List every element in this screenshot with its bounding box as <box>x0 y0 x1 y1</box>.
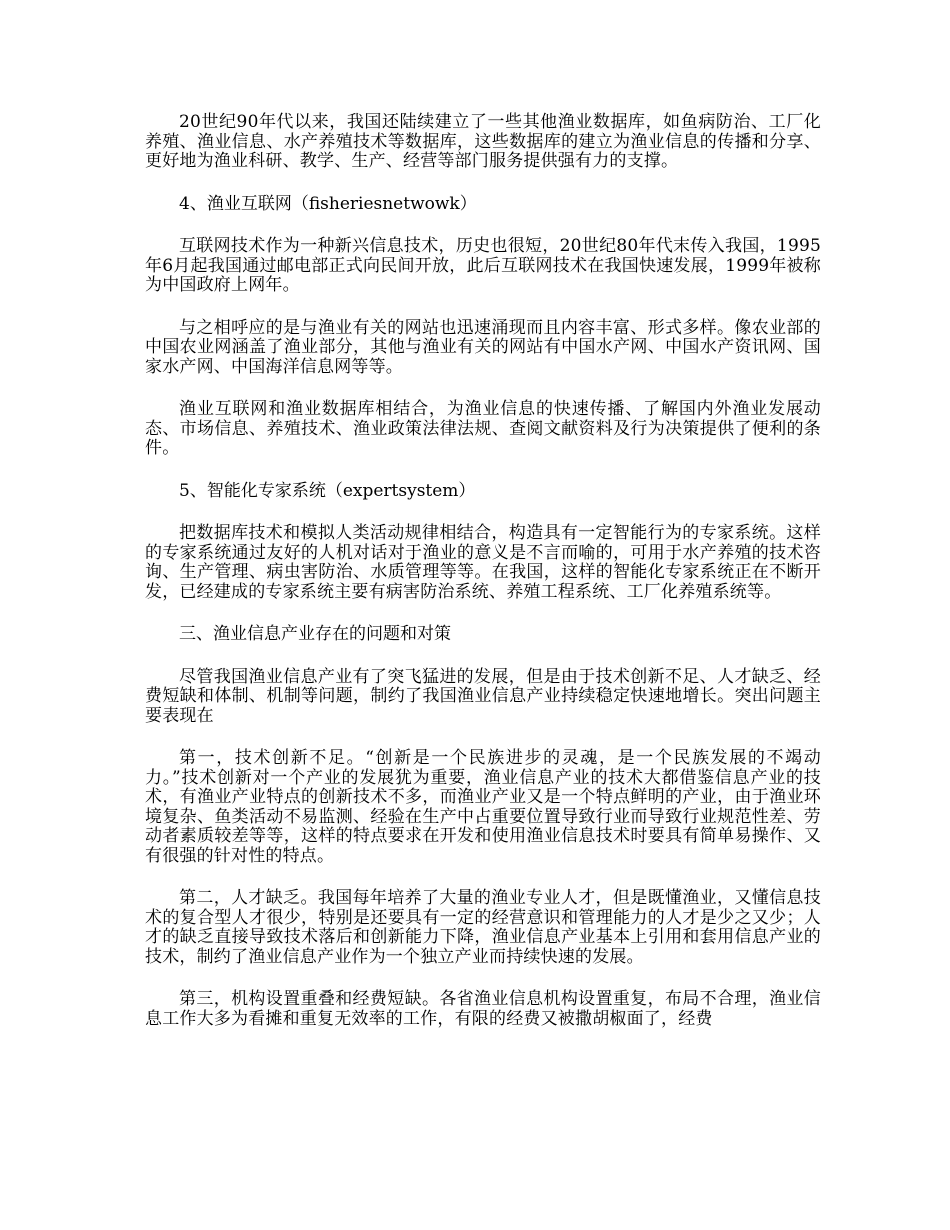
paragraph-internet-history: 互联网技术作为一种新兴信息技术，历史也很短，20世纪80年代末传入我国，1995年6月起我国通过邮电部正式向民间开放，此后互联网技术在我国快速发展，1999年被称为中国政府上网年。 <box>145 236 821 295</box>
paragraph-databases: 20世纪90年代以来，我国还陆续建立了一些其他渔业数据库，如鱼病防治、工厂化养殖、渔业信息、水产养殖技术等数据库，这些数据库的建立为渔业信息的传播和分享、更好地为渔业科研、教学、生产、经营等部门服务提供强有力的支撑。 <box>145 112 821 171</box>
heading-fisheries-internet: 4、渔业互联网（fisheriesnetwowk） <box>179 193 477 214</box>
paragraph-fishery-websites: 与之相呼应的是与渔业有关的网站也迅速涌现而且内容丰富、形式多样。像农业部的中国农业网涵盖了渔业部分，其他与渔业有关的网站有中国水产网、中国水产资讯网、国家水产网、中国海洋信息网等等。 <box>145 317 821 377</box>
paragraph-problem-institutions: 第三，机构设置重叠和经费短缺。各省渔业信息机构设置重复，布局不合理，渔业信息工作大多为看摊和重复无效率的工作，有限的经费又被撒胡椒面了，经费 <box>145 989 821 1029</box>
paragraph-problem-talent: 第二，人才缺乏。我国每年培养了大量的渔业专业人才，但是既懂渔业，又懂信息技术的复合型人才很少，特别是还要具有一定的经营意识和管理能力的人才是少之又少；人才的缺乏直接导致技术落后和创新能力下降，渔业信息产业基本上引用和套用信息产业的技术，制约了渔业信息产业作为一个独立产业而持续快速的发展。 <box>145 888 821 967</box>
paragraph-internet-database-combination: 渔业互联网和渔业数据库相结合，为渔业信息的快速传播、了解国内外渔业发展动态、市场信息、养殖技术、渔业政策法律法规、查阅文献资料及行为决策提供了便利的条件。 <box>145 399 821 458</box>
document-body <box>145 113 821 1052</box>
heading-expert-system: 5、智能化专家系统（expertsystem） <box>179 480 476 501</box>
paragraph-problem-innovation: 第一，技术创新不足。“创新是一个民族进步的灵魂，是一个民族发展的不竭动力。”技术创新对一个产业的发展犹为重要，渔业信息产业的技术大都借鉴信息产业的技术，有渔业产业特点的创新技术不多，而渔业产业又是一个特点鲜明的产业，由于渔业环境复杂、鱼类活动不易监测、经验在生产中占重要位置导致行业而导致行业规范性差、劳动者素质较差等等，这样的特点要求在开发和使用渔业信息技术时要具有简单易操作、又有很强的针对性的特点。 <box>145 748 821 866</box>
paragraph-problems-intro: 尽管我国渔业信息产业有了突飞猛进的发展，但是由于技术创新不足、人才缺乏、经费短缺和体制、机制等问题，制约了我国渔业信息产业持续稳定快速地增长。突出问题主要表现在 <box>145 666 821 726</box>
heading-problems-and-countermeasures: 三、渔业信息产业存在的问题和对策 <box>179 624 451 644</box>
paragraph-expert-system: 把数据库技术和模拟人类活动规律相结合，构造具有一定智能行为的专家系统。这样的专家系统通过友好的人机对话对于渔业的意义是不言而喻的，可用于水产养殖的技术咨询、生产管理、病虫害防治、水质管理等等。在我国，这样的智能化专家系统正在不断开发，已经建成的专家系统主要有病害防治系统、养殖工程系统、工厂化养殖系统等。 <box>145 523 821 602</box>
